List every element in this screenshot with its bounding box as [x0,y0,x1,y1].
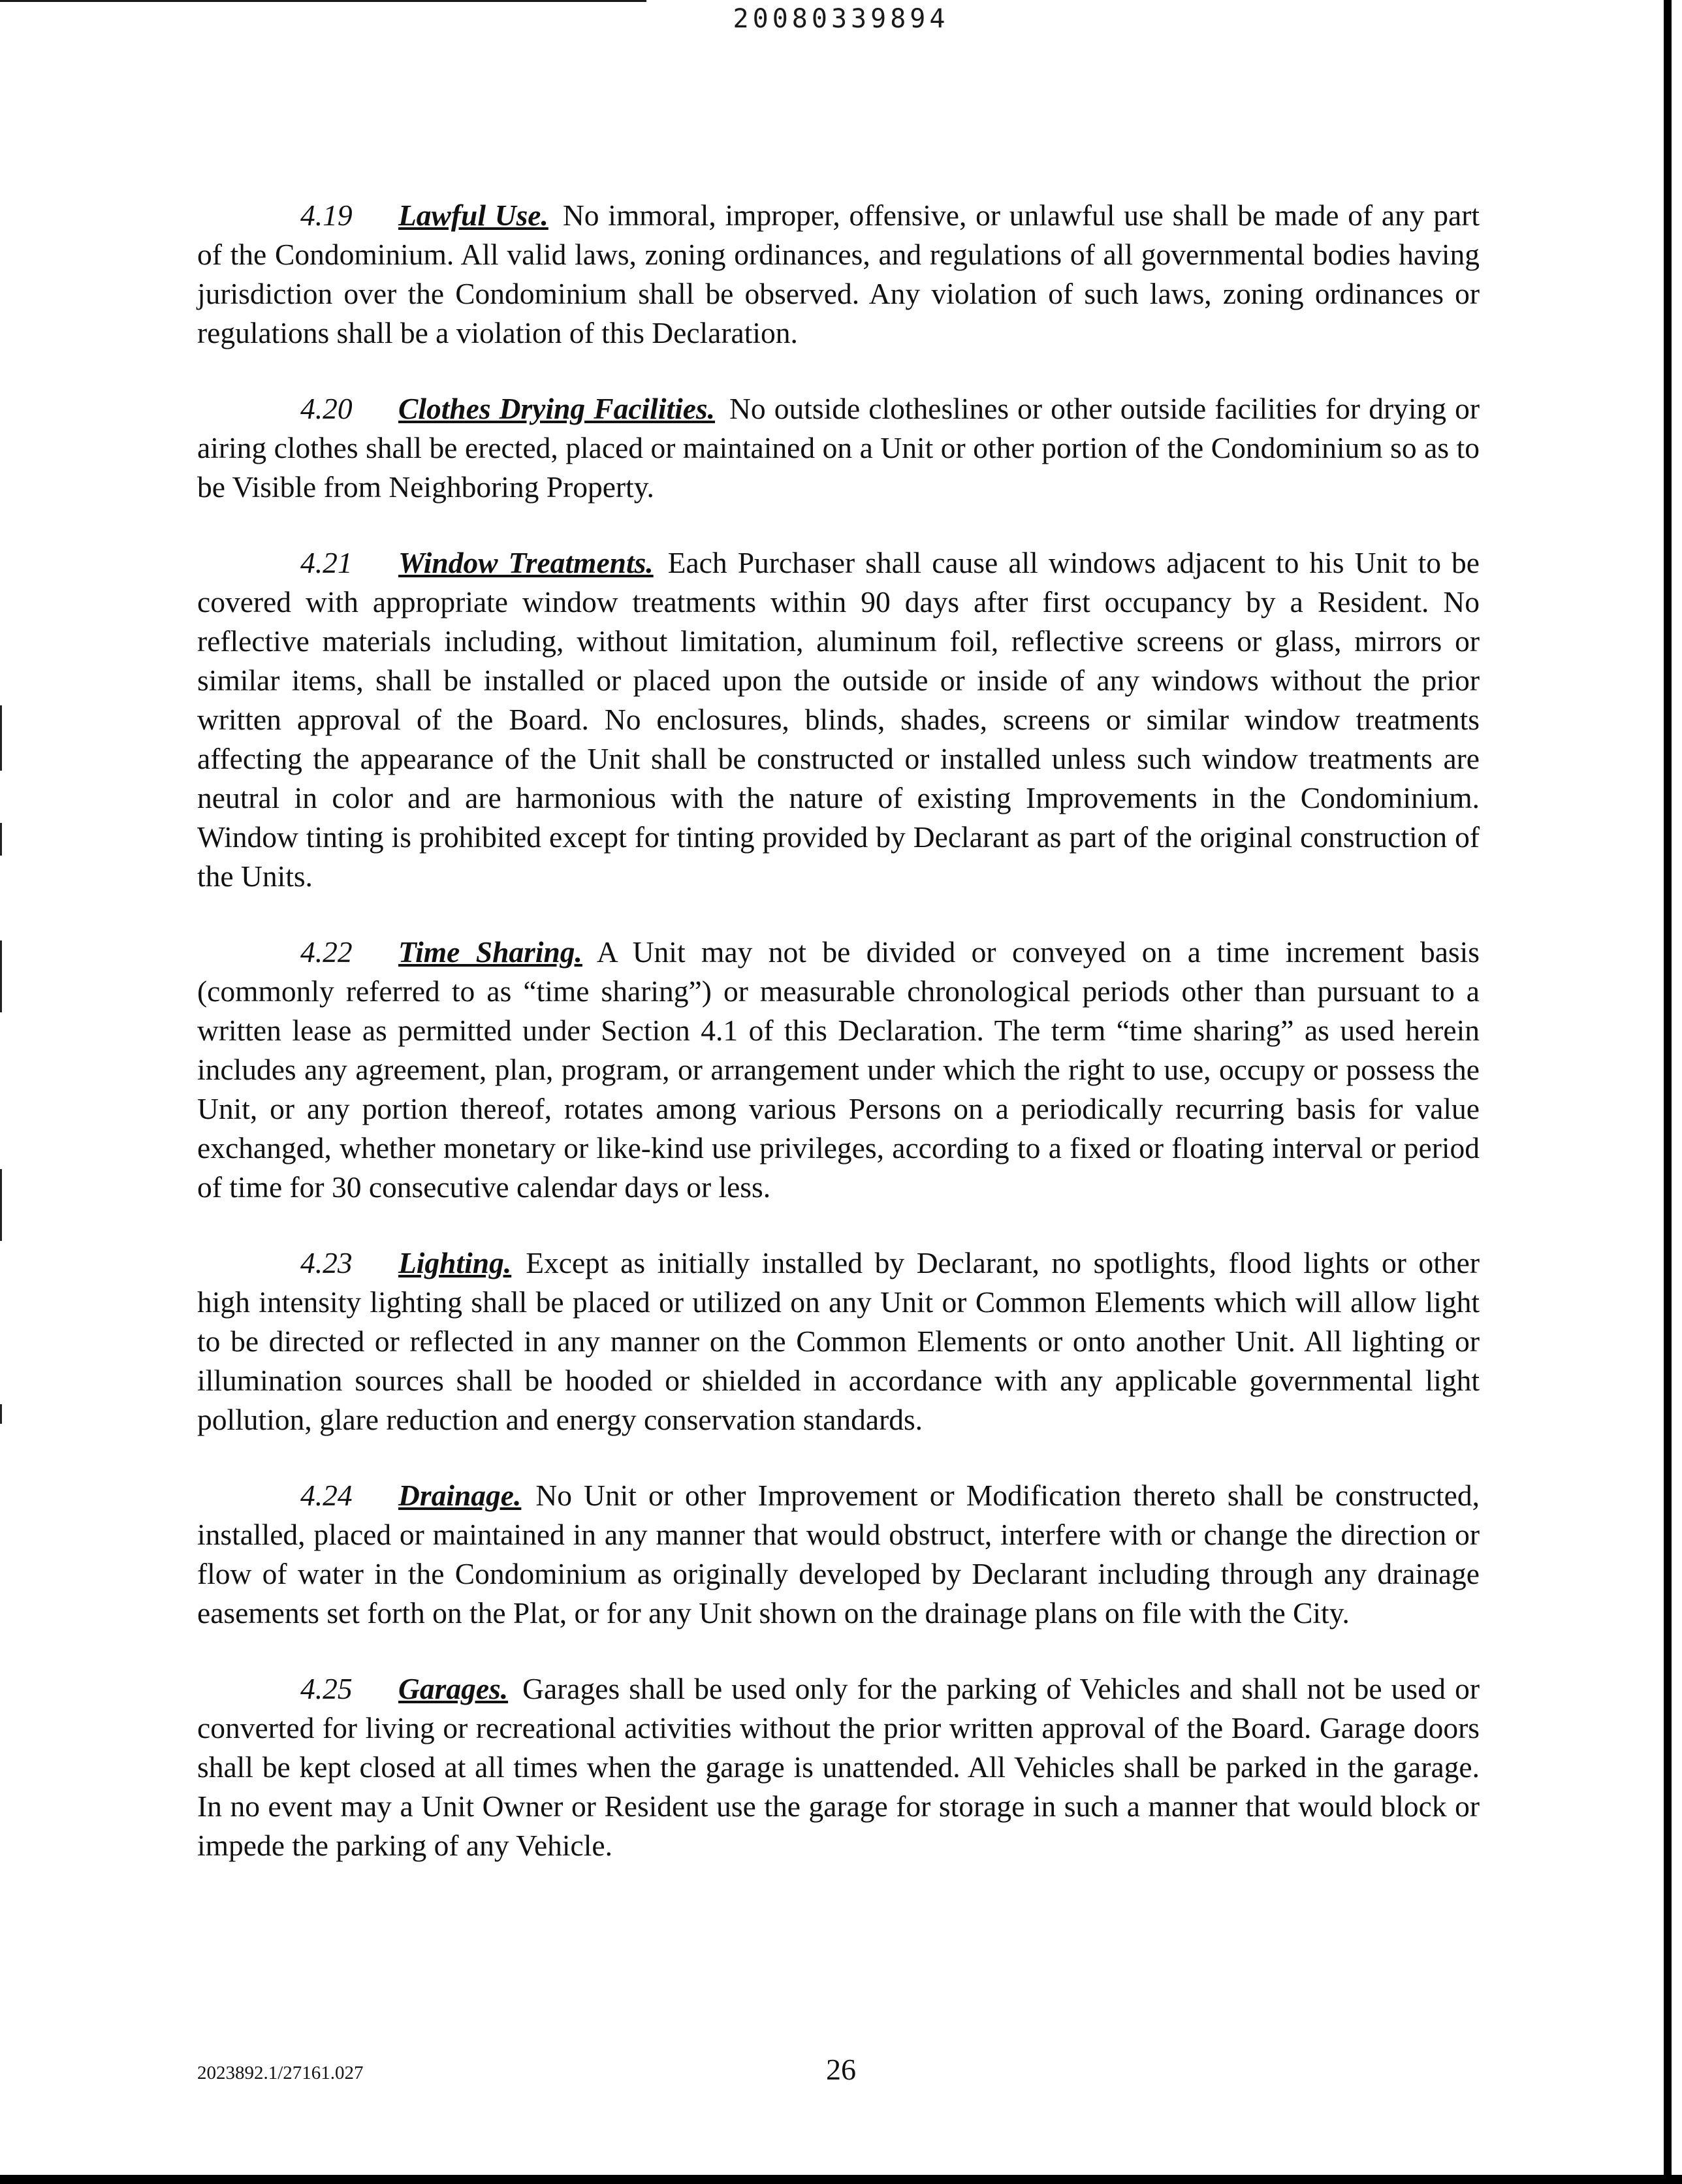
section-number: 4.19 [300,199,353,232]
scan-edge-mark [0,705,2,771]
top-rule [0,0,646,2]
section-heading: Time Sharing. [398,935,582,969]
section-number: 4.22 [300,935,353,969]
section-heading: Lighting. [398,1246,512,1279]
section-heading: Drainage. [398,1479,522,1512]
scan-edge-mark [0,823,2,856]
section-body: Except as initially installed by Declarant, no spotlights, flood lights or other high intensity lighting shall be placed or utilized on any Unit or Common Elements which will allow light to be directed or reflected in any manner on the Common Elements or onto another Unit. All lighting or illumination sources shall be hooded or shielded in accordance with any applicable governmental light pollution, glare reduction and energy conservation standards. [197,1246,1480,1436]
scan-right-border [1664,0,1672,2184]
section-body: Each Purchaser shall cause all windows adjacent to his Unit to be covered with appropriate window treatments within 90 days after first occupancy by a Resident. No reflective materials including, without limitation, aluminum foil, reflective screens or glass, mirrors or similar items, shall be installed or placed upon the outside or inside of any windows without the prior written approval of the Board. No enclosures, blinds, shades, screens or similar window treatments affecting the appearance of the Unit shall be constructed or installed unless such window treatments are neutral in color and are harmonious with the nature of existing Improvements in the Condominium. Window tinting is prohibited except for tinting provided by Declarant as part of the original construction of the Units. [197,546,1480,893]
section-body: No outside clotheslines or other outside facilities for drying or airing clothes shall be erected, placed or maintained on a Unit or other portion of the Condominium so as to be Visible from Neighboring Property. [197,392,1480,504]
scan-bottom-border [0,2175,1682,2184]
section-4-24 [197,1476,1480,1633]
section-4-23 [197,1244,1480,1439]
section-4-21 [197,543,1480,896]
document-number: 20080339894 [733,4,949,34]
scan-edge-mark [0,1404,2,1424]
section-body: No immoral, improper, offensive, or unlawful use shall be made of any part of the Condominium. All valid laws, zoning ordinances, and regulations of all governmental bodies having jurisdiction over the Condominium shall be observed. Any violation of such laws, zoning ordinances or regulations shall be a violation of this Declaration. [197,199,1480,349]
section-heading: Garages. [398,1672,509,1705]
section-heading: Lawful Use. [398,199,548,232]
section-heading: Clothes Drying Facilities. [398,392,716,425]
footer-document-code: 2023892.1/27161.027 [197,2063,364,2083]
section-body: Garages shall be used only for the parking of Vehicles and shall not be used or converted for living or recreational activities without the prior written approval of the Board. Garage doors shall be kept closed at all times when the garage is unattended. All Vehicles shall be parked in the garage. In no event may a Unit Owner or Resident use the garage for storage in such a manner that would block or impede the parking of any Vehicle. [197,1672,1480,1862]
section-body: No Unit or other Improvement or Modification thereto shall be constructed, installed, placed or maintained in any manner that would obstruct, interfere with or change the direction or flow of water in the Condominium as originally developed by Declarant including through any drainage easements set forth on the Plat, or for any Unit shown on the drainage plans on file with the City. [197,1479,1480,1630]
page-number: 26 [826,2053,856,2086]
section-number: 4.24 [300,1479,353,1512]
section-4-22 [197,933,1480,1207]
scan-edge-mark [0,940,2,1012]
section-heading: Window Treatments. [398,546,654,579]
section-4-25 [197,1669,1480,1865]
section-4-20 [197,389,1480,507]
section-4-19 [197,196,1480,353]
section-number: 4.25 [300,1672,353,1705]
section-body: A Unit may not be divided or conveyed on a time increment basis (commonly referred to as “time sharing”) or measurable chronological periods other than pursuant to a written lease as permitted under Section 4.1 of this Declaration. The term “time sharing” as used herein includes any agreement, plan, program, or arrangement under which the right to use, occupy or possess the Unit, or any portion thereof, rotates among various Persons on a periodically recurring basis for value exchanged, whether monetary or like-kind use privileges, according to a fixed or floating interval or period of time for 30 consecutive calendar days or less. [197,935,1480,1204]
section-number: 4.23 [300,1246,353,1279]
section-number: 4.21 [300,546,353,579]
document-body [197,196,1480,1902]
scan-edge-mark [0,1169,2,1241]
section-number: 4.20 [300,392,353,425]
